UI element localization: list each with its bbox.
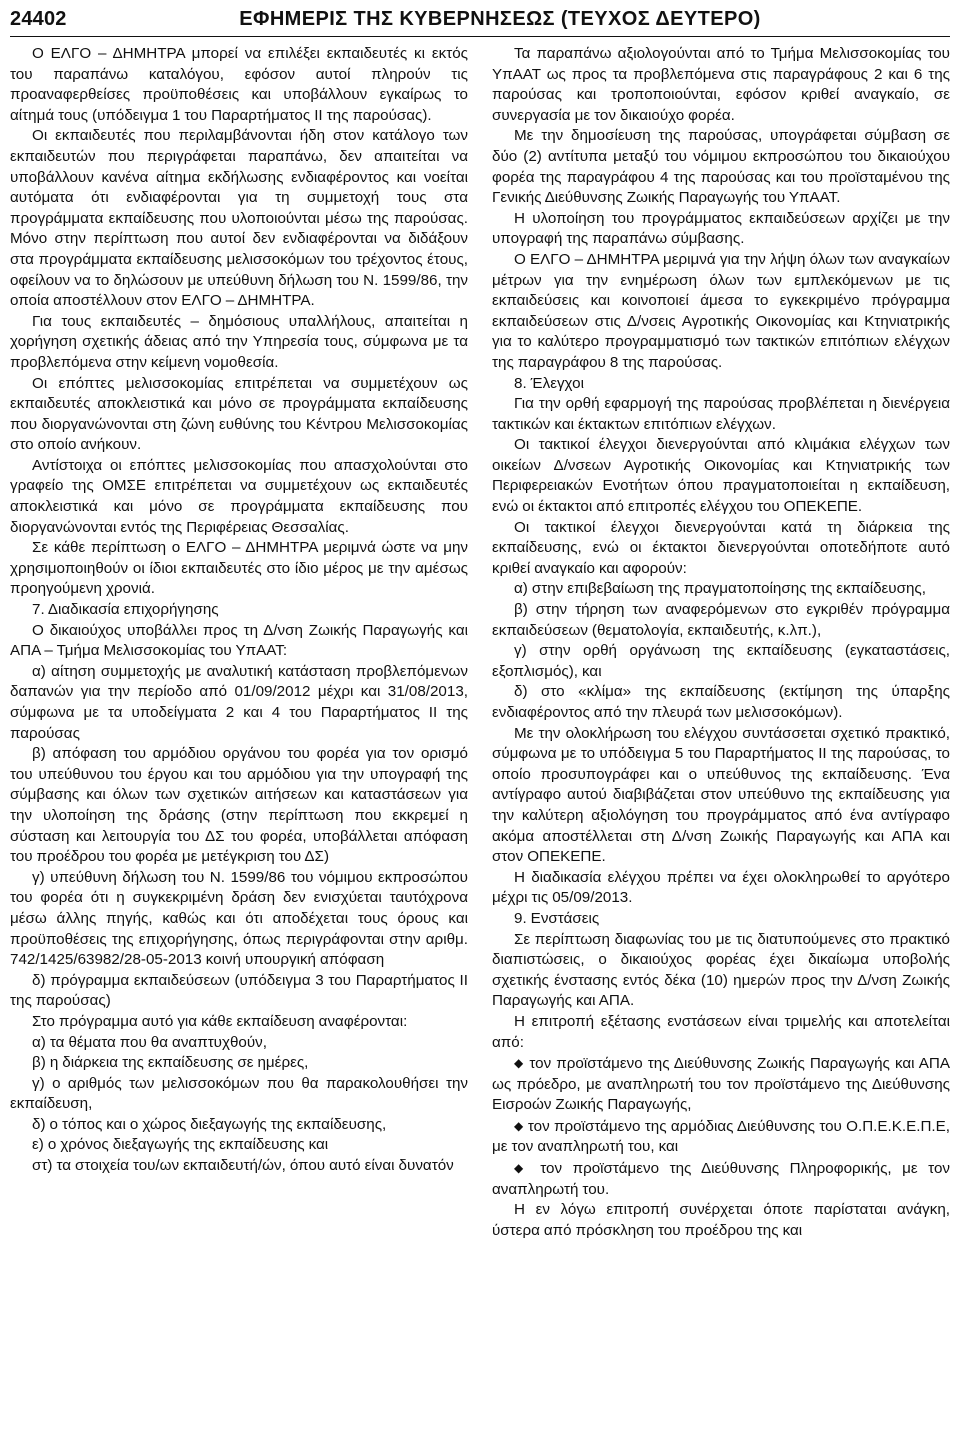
list-item: β) στην τήρηση των αναφερόμενων στο εγκριθέν πρόγραμμα εκπαιδεύσεων (θεματολογία, εκπαιδευτής, κ.λπ.), — [492, 601, 950, 639]
section-heading: 8. Έλεγχοι — [514, 374, 584, 392]
list-item: δ) ο τόπος και ο χώρος διεξαγωγής της εκπαίδευσης, — [32, 1115, 387, 1133]
list-item: δ) στο «κλίμα» της εκπαίδευσης (εκτίμηση της ύπαρξης ενδιαφέροντος από την πλευρά των μελισσοκόμων). — [492, 683, 950, 721]
journal-title: ΕΦΗΜΕΡΙΣ ΤΗΣ ΚΥΒΕΡΝΗΣΕΩΣ (ΤΕΥΧΟΣ ΔΕΥΤΕΡΟ) — [239, 7, 761, 30]
list-item: β) η διάρκεια της εκπαίδευσης σε ημέρες, — [32, 1054, 309, 1072]
header-rule — [10, 36, 950, 37]
paragraph: Αντίστοιχα οι επόπτες μελισσοκομίας που απασχολούνται στο γραφείο της ΟΜΣΕ επιτρέπεται να συμμετέχουν ως εκπαιδευτές αποκλειστικά και μόνο σε προγράμματα εκπαίδευσης που διοργανώνονται εντός της Περιφέρειας Θεσσαλίας. — [10, 456, 468, 536]
page-number: 24402 — [10, 7, 67, 30]
bullet-item — [492, 1053, 950, 1116]
paragraph: Ο ΕΛΓΟ – ΔΗΜΗΤΡΑ μεριμνά για την λήψη όλων των αναγκαίων μέτρων για την ενημέρωση όλων των εμπλεκόμενων με τις εκπαιδεύσεις και κοινοποιεί άμεσα το εγκεκριμένο πρόγραμμα εκπαιδεύσεων στις Δ/νσεις Αγροτικής Οικονομίας και Κτηνιατρικής για το καλύτερο προγραμματισμό των τακτικών επιτόπιων ελέγχων της παραγράφου 8 της παρούσας. — [492, 250, 950, 371]
list-item: β) απόφαση του αρμόδιου οργάνου του φορέα για τον ορισμό του υπεύθυνου του έργου και του αρμόδιου για την υπογραφή της σύμβασης και όλων των σχετικών αιτήσεων και καταστάσεων για την υλοποίηση της δράσης (στην περίπτωση που εκκρεμεί η σύσταση και λειτουργία του ΔΣ του φορέα, υποβάλλεται απόφαση του προέδρου του φορέα με μετέγκριση του ΔΣ) — [10, 745, 468, 866]
paragraph: Οι εκπαιδευτές που περιλαμβάνονται ήδη στον κατάλογο των εκπαιδευτών που περιγράφεται παραπάνω, δεν απαιτείται να υποβάλλουν κανένα αίτημα εκδήλωσης ενδιαφέροντος και νοείται αυτόματα ότι ενδιαφέρονται για τη συμμετοχή τους στα προγράμματα εκπαίδευσης που υλοποιούνται μέσω της παρούσας. Μόνο στην περίπτωση που αυτοί δεν ενδιαφέρονται να διδάξουν στα προγράμματα εκπαίδευσης μελισσοκόμων του τρέχοντος έτους, οφείλουν να το δηλώσουν με υπεύθυνη δήλωση του Ν. 1599/86, την οποία αποστέλλουν στον ΕΛΓΟ – ΔΗΜΗΤΡΑ. — [10, 127, 468, 310]
bullet-text: τον προϊστάμενο της Διεύθυνσης Πληροφορικής, με τον αναπληρωτή του. — [492, 1160, 950, 1198]
paragraph: Ο δικαιούχος υποβάλλει προς τη Δ/νση Ζωικής Παραγωγής και ΑΠΑ – Τμήμα Μελισσοκομίας του ΥπΑΑΤ: — [10, 621, 468, 660]
list-item: γ) ο αριθμός των μελισσοκόμων που θα παρακολουθήσει την εκπαίδευση, — [10, 1074, 468, 1113]
bullet-icon: ◆ — [514, 1056, 525, 1071]
paragraph: Η εν λόγω επιτροπή συνέρχεται όποτε παρίσταται ανάγκη, ύστερα από πρόσκληση του προέδρου της και — [492, 1201, 950, 1239]
section-heading: 7. Διαδικασία επιχορήγησης — [32, 601, 219, 619]
paragraph: Οι τακτικοί έλεγχοι διενεργούνται από κλιμάκια ελέγχων των οικείων Δ/νσεων Αγροτικής Οικονομίας και Κτηνιατρικής των Περιφερειακών Ενοτήτων όπου πραγματοποιείται η εκπαίδευση, ενώ οι έκτακτοι από επιτροπές ελέγχου του ΟΠΕΚΕΠΕ. — [492, 436, 950, 516]
section-heading: 9. Ενστάσεις — [514, 909, 600, 927]
paragraph: Σε κάθε περίπτωση ο ΕΛΓΟ – ΔΗΜΗΤΡΑ μεριμνά ώστε να μην χρησιμοποιηθούν οι ίδιοι εκπαιδευτές στο ίδιο μέρος με την αμέσως προηγούμενη χρονιά. — [10, 539, 468, 598]
right-column — [492, 44, 950, 1241]
list-item: γ) στην ορθή οργάνωση της εκπαίδευσης (εγκαταστάσεις, εξοπλισμός), και — [492, 642, 950, 680]
paragraph: Ο ΕΛΓΟ – ΔΗΜΗΤΡΑ μπορεί να επιλέξει εκπαιδευτές κι εκτός του παραπάνω καταλόγου, εφόσον αυτοί πληρούν τις προαναφερθείσες προϋποθέσεις και υποβάλλουν εγκαίρως το αίτημά τους (υπόδειγμα 1 του Παραρτήματος ΙΙ της παρούσας). — [10, 45, 468, 124]
bullet-icon: ◆ — [514, 1118, 524, 1133]
list-item: α) στην επιβεβαίωση της πραγματοποίησης της εκπαίδευσης, — [514, 580, 926, 598]
list-item: δ) πρόγραμμα εκπαιδεύσεων (υπόδειγμα 3 του Παραρτήματος ΙΙ της παρούσας) — [10, 971, 468, 1010]
list-item: στ) τα στοιχεία του/ων εκπαιδευτή/ών, όπου αυτό είναι δυνατόν — [32, 1157, 454, 1175]
paragraph: Με την δημοσίευση της παρούσας, υπογράφεται σύμβαση σε δύο (2) αντίτυπα μεταξύ του νόμιμου εκπροσώπου του δικαιούχου φορέα της παραγράφου 4 της παρούσας και του προϊσταμένου της Γενικής Διεύθυνσης Ζωικής Παραγωγής του ΥπΑΑΤ. — [492, 127, 950, 207]
left-column — [10, 44, 468, 1241]
paragraph: Στο πρόγραμμα αυτό για κάθε εκπαίδευση αναφέρονται: — [32, 1012, 408, 1030]
paragraph: Οι επόπτες μελισσοκομίας επιτρέπεται να συμμετέχουν ως εκπαιδευτές αποκλειστικά και μόνο σε προγράμματα εκπαίδευσης που διοργανώνονται στη ζώνη ευθύνης του Κέντρου Μελισσοκομίας στο οποίο ανήκουν. — [10, 374, 468, 454]
bullet-text: τον προϊστάμενο της Διεύθυνσης Ζωικής Παραγωγής και ΑΠΑ ως πρόεδρο, με αναπληρωτή του τον προϊστάμενο της Διεύθυνσης Εισροών Ζωικής Παραγωγής, — [492, 1055, 950, 1114]
paragraph: Οι τακτικοί έλεγχοι διενεργούνται κατά τη διάρκεια της εκπαίδευσης, ενώ οι έκτακτοι διενεργούνται οποτεδήποτε αυτό κριθεί αναγκαίο και αφορούν: — [492, 518, 950, 577]
list-item: α) τα θέματα που θα αναπτυχθούν, — [32, 1033, 267, 1051]
paragraph: Για τους εκπαιδευτές – δημόσιους υπαλλήλους, απαιτείται η χορήγηση σχετικής άδειας από την Υπηρεσία τους, σύμφωνα με τα προβλεπόμενα στην κείμενη νομοθεσία. — [10, 312, 468, 371]
list-item: α) αίτηση συμμετοχής με αναλυτική κατάσταση προβλεπόμενων δαπανών για την περίοδο από 01/09/2012 μέχρι και 31/08/2013, σύμφωνα με τα υποδείγματα 2 και 4 του Παραρτήματος ΙΙ της παρούσας — [10, 662, 468, 742]
paragraph: Η υλοποίηση του προγράμματος εκπαιδεύσεων αρχίζει με την υπογραφή της παραπάνω σύμβασης. — [492, 209, 950, 248]
paragraph: Η επιτροπή εξέτασης ενστάσεων είναι τριμελής και αποτελείται από: — [492, 1012, 950, 1051]
bullet-icon: ◆ — [514, 1161, 530, 1176]
paragraph: Τα παραπάνω αξιολογούνται από το Τμήμα Μελισσοκομίας του ΥπΑΑΤ ως προς τα προβλεπόμενα στις παραγράφους 2 και 6 της παρούσας και τροποποιούνται, εφόσον κριθεί αναγκαίο, σε συνεργασία με τον δικαιούχο φορέα. — [492, 45, 950, 124]
paragraph: Η διαδικασία ελέγχου πρέπει να έχει ολοκληρωθεί το αργότερο μέχρι τις 05/09/2013. — [492, 868, 950, 907]
text-columns — [10, 44, 950, 1241]
paragraph: Με την ολοκλήρωση του ελέγχου συντάσσεται σχετικό πρακτικό, σύμφωνα με το υπόδειγμα 5 του Παραρτήματος ΙΙ της παρούσας, το οποίο προσυπογράφει και ο υπεύθυνος της εκπαίδευσης. Ένα αντίγραφο αυτού διαβιβάζεται στον υπεύθυνο της εκπαίδευσης για την καλύτερη αξιολόγηση του προγράμματος από ένα αντίγραφο ακόμα αποστέλλεται στη Δ/νση Ζωικής Παραγωγής και ΑΠΑ και στον ΟΠΕΚΕΠΕ. — [492, 724, 950, 866]
list-item: γ) υπεύθυνη δήλωση του Ν. 1599/86 του νόμιμου εκπροσώπου του φορέα ότι η συγκεκριμένη δράση δεν ενισχύεται ταυτόχρονα μέσω άλλης πηγής, καθώς και ότι αποδέχεται τους όρους και προϋποθέσεις της επιχορήγησης, όπως περιγράφονται στην αριθμ. 742/1425/63982/28-05-2013 κοινή υπουργική απόφαση — [10, 868, 468, 969]
page-header — [10, 0, 950, 38]
paragraph: Σε περίπτωση διαφωνίας του με τις διατυπούμενες στο πρακτικό διαπιστώσεις, ο δικαιούχος φορέας έχει δικαίωμα υποβολής σχετικής ένστασης εντός δέκα (10) ημερών προς την Δ/νση Ζωικής Παραγωγής και ΑΠΑ. — [492, 930, 950, 1010]
list-item: ε) ο χρόνος διεξαγωγής της εκπαίδευσης και — [32, 1136, 329, 1154]
bullet-text: τον προϊστάμενο της αρμόδιας Διεύθυνσης του Ο.Π.Ε.Κ.Ε.Π.Ε, με τον αναπληρωτή του, και — [492, 1117, 950, 1156]
paragraph: Για την ορθή εφαρμογή της παρούσας προβλέπεται η διενέργεια τακτικών και έκτακτων επιτόπιων ελέγχων. — [492, 395, 950, 433]
bullet-item — [492, 1158, 950, 1200]
bullet-item — [492, 1116, 950, 1158]
